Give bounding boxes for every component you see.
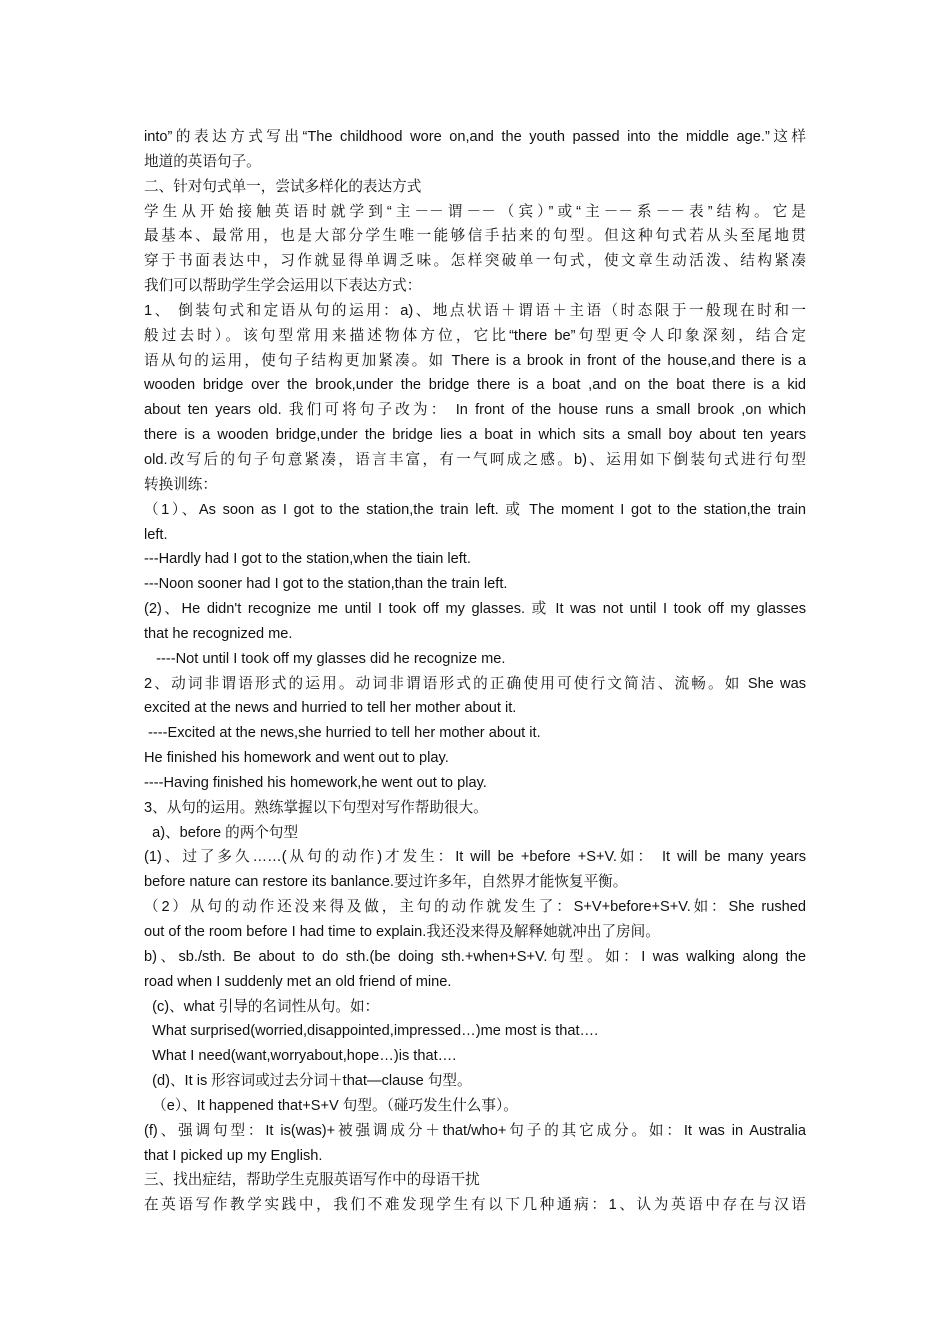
section-heading: 二、针对句式单一，尝试多样化的表达方式: [144, 178, 422, 195]
text-line: 3、从句的运用。熟练掌握以下句型对写作帮助很大。: [144, 799, 488, 816]
text-line: 2、动词非谓语形式的运用。动词非谓语形式的正确使用可使行文简洁、流畅。如 She was: [144, 675, 806, 692]
text-line: ----Having finished his homework,he went out to play.: [144, 774, 487, 791]
text-line: (1)、过了多久……(从句的动作)才发生：It will be +before +S+V.如： It will be many years: [144, 849, 806, 866]
document-body: [144, 125, 806, 1218]
text-line: out of the room before I had time to explain.我还没来得及解释她就冲出了房间。: [144, 924, 660, 940]
text-line: 转换训练：: [144, 476, 217, 493]
text-line: 我们可以帮助学生学会运用以下表达方式：: [144, 278, 422, 295]
text-line: before nature can restore its banlance.要过许多年，自然界才能恢复平衡。: [144, 874, 628, 891]
text-line: (c)、what 引导的名词性从句。如：: [144, 998, 380, 1015]
text-line: 学生从开始接触英语时就学到“主－－谓－－（宾）”或“主－－系－－表”结构。它是: [144, 203, 806, 220]
text-line: ----Excited at the news,she hurried to tell her mother about it.: [144, 725, 541, 742]
text-line: road when I suddenly met an old friend of mine.: [144, 973, 452, 990]
text-line: 在英语写作教学实践中，我们不难发现学生有以下几种通病：1、认为英语中存在与汉语: [144, 1197, 806, 1214]
text-line: about ten years old. 我们可将句子改为： In front of the house runs a small brook ,on which: [144, 402, 806, 419]
text-line: ----Not until I took off my glasses did he recognize me.: [144, 650, 506, 667]
text-line: old.改写后的句子句意紧凑，语言丰富，有一气呵成之感。b)、运用如下倒装句式进行句型: [144, 451, 806, 468]
text-line: there is a wooden bridge,under the bridge lies a boat in which sits a small boy about ten years: [144, 427, 806, 444]
text-line: ---Noon sooner had I got to the station,than the train left.: [144, 576, 508, 593]
text-line: wooden bridge over the brook,under the bridge there is a boat ,and on the boat there is a kid: [144, 377, 806, 394]
text-line: (2)、He didn't recognize me until I took off my glasses. 或 It was not until I took off my glasses: [144, 601, 806, 618]
text-line: b)、sb./sth. Be about to do sth.(be doing sth.+when+S+V.句型。如：I was walking along the: [144, 948, 806, 965]
text-line: ---Hardly had I got to the station,when the tiain left.: [144, 551, 471, 568]
text-line: What surprised(worried,disappointed,impressed…)me most is that….: [144, 1023, 599, 1040]
text-line: a)、before 的两个句型: [144, 824, 299, 841]
text-line: left.: [144, 526, 168, 543]
text-line: that I picked up my English.: [144, 1147, 323, 1164]
text-line: into”的表达方式写出“The childhood wore on,and the youth passed into the middle age.”这样: [144, 129, 806, 145]
text-line: excited at the news and hurried to tell her mother about it.: [144, 700, 517, 717]
text-line: （1）、As soon as I got to the station,the train left. 或 The moment I got to the station,the train: [144, 501, 806, 518]
text-line: （2）从句的动作还没来得及做，主句的动作就发生了：S+V+before+S+V.如：She rushed: [144, 899, 806, 916]
text-line: 1、 倒装句式和定语从句的运用：a)、地点状语＋谓语＋主语（时态限于一般现在时和一: [144, 302, 806, 319]
text-line: He finished his homework and went out to play.: [144, 750, 449, 767]
text-line: 地道的英语句子。: [144, 153, 261, 170]
text-line: (f)、强调句型：It is(was)+被强调成分＋that/who+句子的其它成分。如：It was in Australia: [144, 1122, 806, 1139]
text-line: 语从句的运用，使句子结构更加紧凑。如 There is a brook in front of the house,and there is a: [144, 352, 806, 369]
text-line: 穿于书面表达中，习作就显得单调乏味。怎样突破单一句式，使文章生动活泼、结构紧凑: [144, 253, 806, 270]
text-line: 最基本、最常用，也是大部分学生唯一能够信手拈来的句型。但这种句式若从头至尾地贯: [144, 228, 806, 245]
text-line: （e）、It happened that+S+V 句型。（碰巧发生什么事）。: [144, 1097, 518, 1114]
text-line: 般过去时）。该句型常用来描述物体方位，它比“there be”句型更令人印象深刻，结合定: [144, 327, 806, 344]
text-line: (d)、It is 形容词或过去分词＋that—clause 句型。: [144, 1073, 472, 1090]
text-line: What I need(want,worryabout,hope…)is that….: [144, 1048, 457, 1065]
text-line: that he recognized me.: [144, 625, 293, 642]
section-heading: 三、找出症结，帮助学生克服英语写作中的母语干扰: [144, 1172, 480, 1189]
